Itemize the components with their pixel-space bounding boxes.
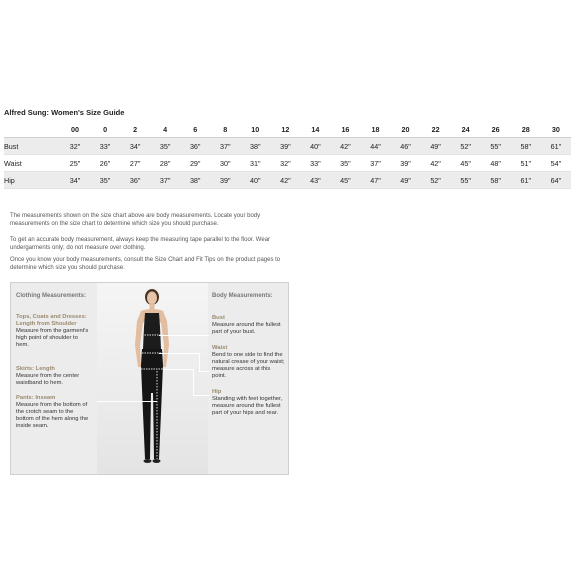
measurement-cell: 32": [60, 138, 90, 155]
size-header-cell: 0: [90, 121, 120, 138]
measurement-cell: 36": [180, 138, 210, 155]
measurement-cell: 52": [451, 138, 481, 155]
skirts-length-title: Skirts: Length: [16, 366, 55, 372]
measurement-cell: 34": [60, 172, 90, 189]
measurement-cell: 58": [511, 138, 541, 155]
measurement-cell: 29": [180, 155, 210, 172]
measurement-cell: 48": [481, 155, 511, 172]
size-header-cell: 22: [421, 121, 451, 138]
size-header-cell: 6: [180, 121, 210, 138]
skirts-length-desc: Measure from the center waistband to hem.: [16, 373, 80, 386]
measurement-cell: 43": [300, 172, 330, 189]
intro-paragraph: The measurements shown on the size chart above are body measurements. Locate your body measurements on the size chart to determine which size you should purchase.: [10, 213, 261, 227]
tops-length-desc: Measure from the garment's high point of shoulder to hem.: [16, 328, 89, 348]
measurement-cell: 46": [391, 138, 421, 155]
hip-desc: Standing with feet together, measure around the fullest part of your hips and rear.: [212, 396, 283, 416]
measurement-row-label: Waist: [4, 155, 60, 172]
measurement-cell: 42": [270, 172, 300, 189]
tops-length-title: Tops, Coats and Dresses: Length from Shoulder: [16, 314, 87, 327]
measurement-cell: 42": [330, 138, 360, 155]
measurement-cell: 37": [360, 155, 390, 172]
size-header-cell: 10: [240, 121, 270, 138]
measurement-cell: 35": [330, 155, 360, 172]
measurement-cell: 34": [120, 138, 150, 155]
inseam-leader-line: [97, 401, 157, 402]
measurement-cell: 28": [150, 155, 180, 172]
bust-label: [212, 315, 286, 336]
size-header-cell: 16: [330, 121, 360, 138]
measurement-cell: 26": [90, 155, 120, 172]
accuracy-paragraph: To get an accurate body measurement, always keep the measuring tape parallel to the floor. Wear undergarments only; do not measure over clothing.: [10, 237, 271, 251]
hip-leader-vertical: [193, 369, 194, 395]
measurement-row: [4, 172, 571, 189]
measurement-cell: 35": [150, 138, 180, 155]
measurement-cell: 52": [421, 172, 451, 189]
bust-leader-line: [159, 335, 209, 336]
measurement-cell: 58": [481, 172, 511, 189]
consult-paragraph: Once you know your body measurements, consult the Size Chart and Fit Tips on the product pages to determine which size you should purchase.: [10, 257, 281, 271]
waist-desc: Bend to one side to find the natural crease of your waist; measure across at this point.: [212, 352, 285, 379]
measurement-cell: 37": [150, 172, 180, 189]
measurement-cell: 40": [240, 172, 270, 189]
size-header-row: [4, 121, 571, 138]
waist-title: Waist: [212, 345, 228, 351]
measurement-cell: 33": [90, 138, 120, 155]
size-header-cell: 4: [150, 121, 180, 138]
size-header-cell: 30: [541, 121, 571, 138]
hip-leader-end: [193, 395, 209, 396]
measurement-cell: 31": [240, 155, 270, 172]
measurement-cell: 55": [451, 172, 481, 189]
waist-leader-line: [159, 353, 199, 354]
clothing-measurements-header: Clothing Measurements:: [16, 293, 87, 299]
measurement-row: [4, 155, 571, 172]
measurement-cell: 49": [391, 172, 421, 189]
hip-title: Hip: [212, 389, 222, 395]
measurement-cell: 33": [300, 155, 330, 172]
measurement-cell: 38": [180, 172, 210, 189]
header-blank-cell: [4, 121, 60, 138]
measurement-cell: 55": [481, 138, 511, 155]
measurement-cell: 27": [120, 155, 150, 172]
size-header-cell: 18: [360, 121, 390, 138]
hip-label: [212, 389, 288, 417]
size-header-cell: 20: [391, 121, 421, 138]
measurement-cell: 61": [511, 172, 541, 189]
size-header-cell: 24: [451, 121, 481, 138]
hip-leader-line: [163, 369, 193, 370]
skirts-length-label: [16, 366, 92, 387]
body-measurements-header: Body Measurements:: [212, 293, 273, 299]
measurement-row-label: Bust: [4, 138, 60, 155]
size-header-cell: 8: [210, 121, 240, 138]
measurement-cell: 30": [210, 155, 240, 172]
measurement-cell: 39": [210, 172, 240, 189]
measurement-cell: 61": [541, 138, 571, 155]
measurement-cell: 42": [421, 155, 451, 172]
measurement-cell: 40": [300, 138, 330, 155]
waist-leader-vertical: [199, 353, 200, 371]
size-guide-title: Alfred Sung: Women's Size Guide: [4, 108, 125, 117]
measurement-cell: 35": [90, 172, 120, 189]
measurement-cell: 64": [541, 172, 571, 189]
measurement-cell: 45": [451, 155, 481, 172]
measurement-cell: 39": [391, 155, 421, 172]
measurement-cell: 51": [511, 155, 541, 172]
measurement-cell: 54": [541, 155, 571, 172]
bust-title: Bust: [212, 315, 225, 321]
size-header-cell: 14: [300, 121, 330, 138]
measurement-cell: 38": [240, 138, 270, 155]
waist-leader-end: [199, 371, 209, 372]
measurement-row: [4, 138, 571, 155]
model-figure-icon: [97, 283, 208, 474]
measurement-diagram-panel: [10, 282, 289, 475]
measurement-cell: 45": [330, 172, 360, 189]
size-header-cell: 00: [60, 121, 90, 138]
measurement-cell: 47": [360, 172, 390, 189]
size-header-cell: 26: [481, 121, 511, 138]
measurement-cell: 37": [210, 138, 240, 155]
size-header-cell: 28: [511, 121, 541, 138]
measurement-cell: 36": [120, 172, 150, 189]
pants-inseam-title: Pants: Inseam: [16, 395, 56, 401]
bust-desc: Measure around the fullest part of your bust.: [212, 322, 281, 335]
measurement-cell: 39": [270, 138, 300, 155]
pants-inseam-label: [16, 395, 92, 430]
model-photo: [97, 283, 208, 474]
size-header-cell: 2: [120, 121, 150, 138]
size-header-cell: 12: [270, 121, 300, 138]
size-chart-table: [4, 121, 571, 189]
measurement-cell: 49": [421, 138, 451, 155]
measurement-cell: 32": [270, 155, 300, 172]
tops-length-label: [16, 314, 92, 349]
waist-label: [212, 345, 286, 380]
measurement-cell: 44": [360, 138, 390, 155]
measurement-cell: 25": [60, 155, 90, 172]
measurement-row-label: Hip: [4, 172, 60, 189]
pants-inseam-desc: Measure from the bottom of the crotch seam to the bottom of the hem along the inside seam.: [16, 402, 89, 429]
